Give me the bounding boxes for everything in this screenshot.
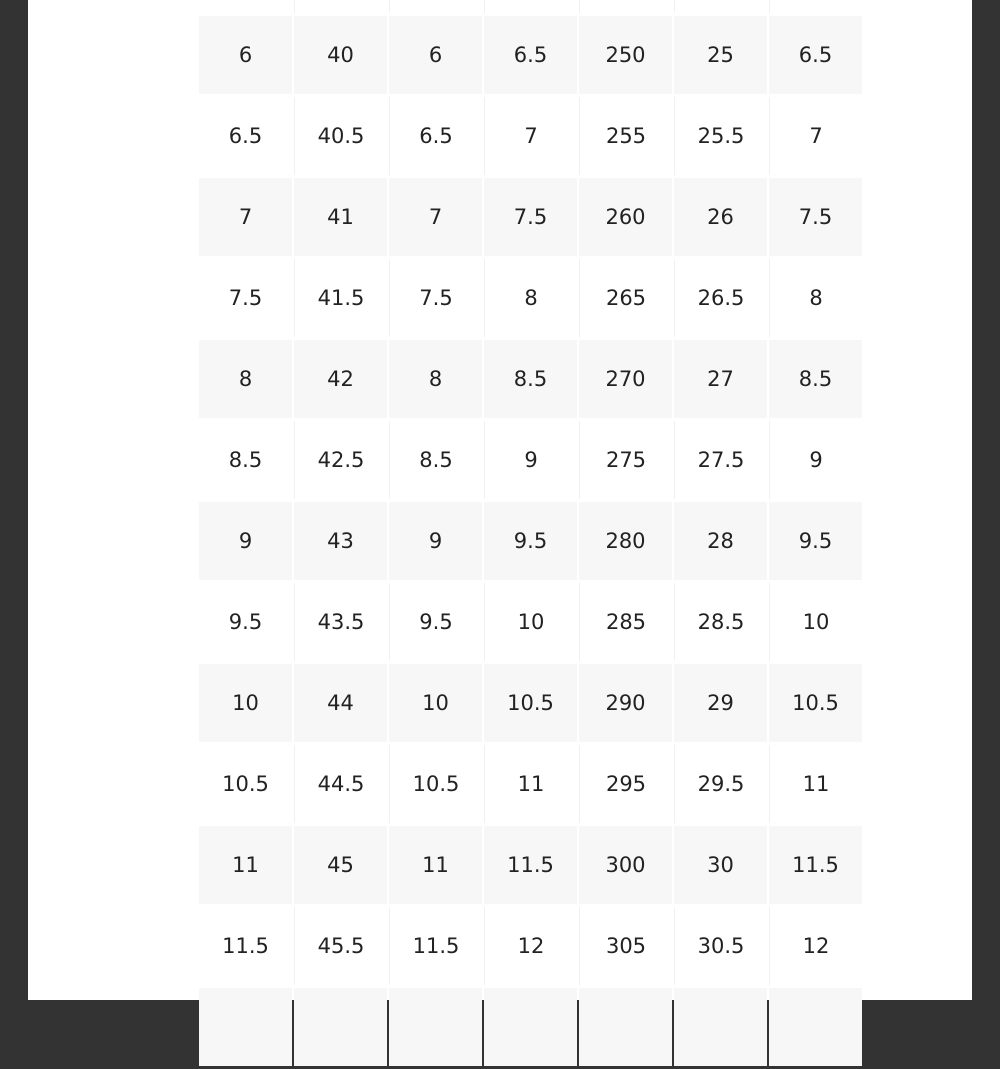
table-cell: 6.5 <box>199 97 292 175</box>
table-cell: 260 <box>579 178 672 256</box>
table-cell: 11.5 <box>199 907 292 985</box>
table-cell: 43.5 <box>294 583 387 661</box>
table-cell: 7.5 <box>769 178 862 256</box>
table-cell: 6.5 <box>389 97 482 175</box>
table-cell: 41 <box>294 178 387 256</box>
table-cell: 8.5 <box>199 421 292 499</box>
table-cell: 8.5 <box>769 340 862 418</box>
table-cell <box>484 0 577 13</box>
table-cell: 40 <box>294 16 387 94</box>
table-cell: 10.5 <box>769 664 862 742</box>
table-cell: 9 <box>389 502 482 580</box>
table-cell: 30.5 <box>674 907 767 985</box>
table-row <box>199 664 863 742</box>
table-cell: 6 <box>199 16 292 94</box>
table-row <box>199 178 863 256</box>
table-cell: 295 <box>579 745 672 823</box>
table-cell: 8.5 <box>389 421 482 499</box>
table-cell: 9.5 <box>484 502 577 580</box>
table-row <box>199 259 863 337</box>
table-cell: 12 <box>769 907 862 985</box>
table-row <box>199 502 863 580</box>
table-cell: 290 <box>579 664 672 742</box>
table-cell <box>579 0 672 13</box>
table-cell: 11.5 <box>769 826 862 904</box>
table-cell: 7 <box>769 97 862 175</box>
table-cell: 10.5 <box>199 745 292 823</box>
table-cell: 7.5 <box>389 259 482 337</box>
table-cell: 44 <box>294 664 387 742</box>
table-cell: 7.5 <box>199 259 292 337</box>
table-cell: 250 <box>579 16 672 94</box>
table-row <box>199 907 863 985</box>
table-cell: 29.5 <box>674 745 767 823</box>
table-cell <box>199 0 292 13</box>
table-cell: 6.5 <box>484 16 577 94</box>
table-cell: 28 <box>674 502 767 580</box>
table-cell: 7 <box>389 178 482 256</box>
table-row <box>199 340 863 418</box>
table-cell: 40.5 <box>294 97 387 175</box>
table-cell: 11 <box>199 826 292 904</box>
table-cell: 10 <box>769 583 862 661</box>
table-cell: 8 <box>389 340 482 418</box>
table-row <box>199 0 863 13</box>
table-cell: 30 <box>674 826 767 904</box>
table-cell: 9.5 <box>199 583 292 661</box>
table-cell: 27 <box>674 340 767 418</box>
table-cell: 26 <box>674 178 767 256</box>
table-cell: 25.5 <box>674 97 767 175</box>
table-row <box>199 583 863 661</box>
table-cell: 45 <box>294 826 387 904</box>
table-cell: 8 <box>484 259 577 337</box>
table-cell <box>294 0 387 13</box>
size-chart-table <box>199 0 863 1069</box>
table-cell: 10 <box>484 583 577 661</box>
table-cell: 280 <box>579 502 672 580</box>
table-cell: 45.5 <box>294 907 387 985</box>
table-row <box>199 16 863 94</box>
table-cell: 265 <box>579 259 672 337</box>
table-cell: 9.5 <box>769 502 862 580</box>
table-cell: 28.5 <box>674 583 767 661</box>
table-cell: 41.5 <box>294 259 387 337</box>
table-cell: 9.5 <box>389 583 482 661</box>
table-cell: 255 <box>579 97 672 175</box>
table-cell: 7 <box>484 97 577 175</box>
table-cell: 9 <box>769 421 862 499</box>
table-cell: 285 <box>579 583 672 661</box>
table-row <box>199 745 863 823</box>
table-cell: 25 <box>674 16 767 94</box>
table-cell: 6.5 <box>769 16 862 94</box>
table-cell: 43 <box>294 502 387 580</box>
table-cell: 42 <box>294 340 387 418</box>
table-cell: 11.5 <box>484 826 577 904</box>
table-cell: 9 <box>199 502 292 580</box>
table-cell: 8 <box>769 259 862 337</box>
table-cell: 10.5 <box>389 745 482 823</box>
table-cell: 29 <box>674 664 767 742</box>
table-cell: 300 <box>579 826 672 904</box>
table-cell: 8.5 <box>484 340 577 418</box>
table-cell: 270 <box>579 340 672 418</box>
table-cell: 11.5 <box>389 907 482 985</box>
table-cell: 26.5 <box>674 259 767 337</box>
table-cell: 11 <box>389 826 482 904</box>
table-cell: 10.5 <box>484 664 577 742</box>
table-cell: 275 <box>579 421 672 499</box>
table-cell <box>769 0 862 13</box>
table-cell <box>674 0 767 13</box>
table-cell: 10 <box>389 664 482 742</box>
table-cell: 6 <box>389 16 482 94</box>
table-cell: 9 <box>484 421 577 499</box>
table-cell <box>389 0 482 13</box>
content-sheet <box>28 0 972 1000</box>
table-cell: 11 <box>769 745 862 823</box>
table-row <box>199 421 863 499</box>
table-cell: 10 <box>199 664 292 742</box>
table-cell: 8 <box>199 340 292 418</box>
table-row <box>199 826 863 904</box>
table-cell: 12 <box>484 907 577 985</box>
table-row <box>199 97 863 175</box>
table-cell: 7 <box>199 178 292 256</box>
table-cell: 42.5 <box>294 421 387 499</box>
table-cell: 44.5 <box>294 745 387 823</box>
table-cell: 27.5 <box>674 421 767 499</box>
table-cell: 305 <box>579 907 672 985</box>
table-cell: 7.5 <box>484 178 577 256</box>
table-cell: 11 <box>484 745 577 823</box>
